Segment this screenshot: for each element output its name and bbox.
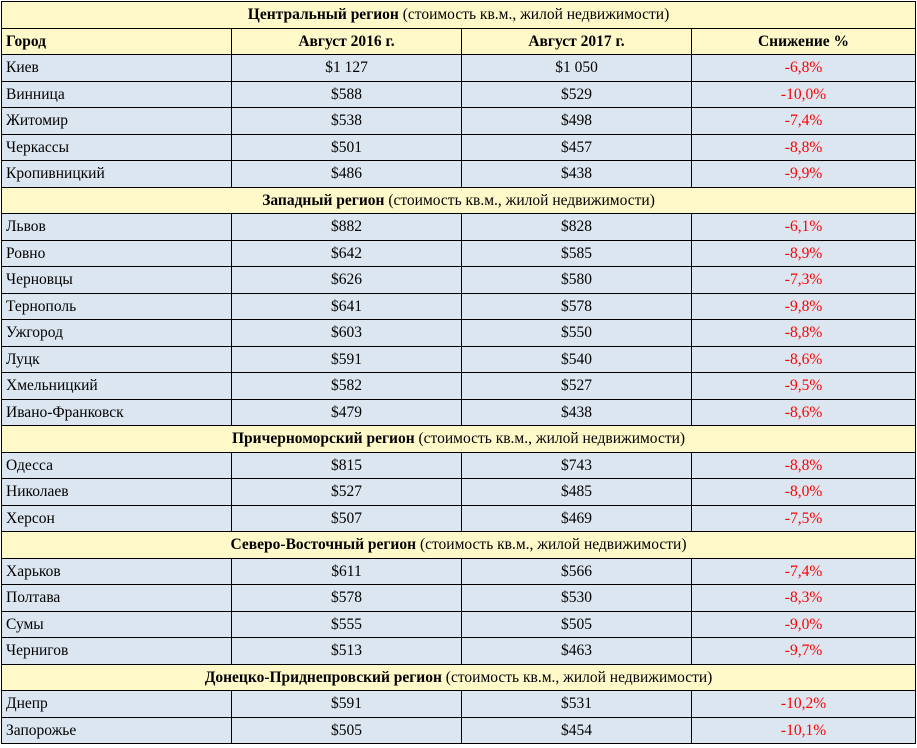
drop-percent-cell: -9,5% (692, 373, 916, 400)
aug2016-cell: $507 (232, 505, 462, 532)
aug2017-cell: $454 (462, 717, 692, 744)
aug2017-cell: $530 (462, 585, 692, 612)
aug2017-cell: $469 (462, 505, 692, 532)
drop-percent-cell: -7,5% (692, 505, 916, 532)
section-header-row (2, 2, 916, 29)
price-table (1, 1, 916, 744)
aug2017-cell: $580 (462, 267, 692, 294)
column-header-aug2017: Август 2017 г. (462, 28, 692, 55)
table-row (2, 611, 916, 638)
aug2016-cell: $591 (232, 346, 462, 373)
column-header-drop: Снижение % (692, 28, 916, 55)
aug2016-cell: $815 (232, 452, 462, 479)
table-row (2, 214, 916, 241)
table-row (2, 452, 916, 479)
table-row (2, 81, 916, 108)
city-cell: Ровно (2, 240, 232, 267)
drop-percent-cell: -7,4% (692, 108, 916, 135)
section-name: Центральный регион (247, 6, 399, 23)
table-row (2, 558, 916, 585)
table-row (2, 399, 916, 426)
drop-percent-cell: -10,0% (692, 81, 916, 108)
drop-percent-cell: -6,8% (692, 55, 916, 82)
drop-percent-cell: -10,2% (692, 691, 916, 718)
aug2017-cell: $438 (462, 161, 692, 188)
aug2016-cell: $626 (232, 267, 462, 294)
section-header-row (2, 426, 916, 453)
aug2016-cell: $641 (232, 293, 462, 320)
price-table-body (2, 2, 916, 744)
aug2016-cell: $527 (232, 479, 462, 506)
drop-percent-cell: -9,8% (692, 293, 916, 320)
drop-percent-cell: -7,4% (692, 558, 916, 585)
drop-percent-cell: -9,9% (692, 161, 916, 188)
table-row (2, 585, 916, 612)
aug2016-cell: $501 (232, 134, 462, 161)
section-header-row (2, 532, 916, 559)
city-cell: Чернигов (2, 638, 232, 665)
city-cell: Николаев (2, 479, 232, 506)
drop-percent-cell: -8,6% (692, 346, 916, 373)
section-name: Северо-Восточный регион (230, 536, 417, 553)
city-cell: Запорожье (2, 717, 232, 744)
section-title-cell (2, 426, 916, 453)
aug2017-cell: $457 (462, 134, 692, 161)
city-cell: Полтава (2, 585, 232, 612)
city-cell: Днепр (2, 691, 232, 718)
aug2016-cell: $582 (232, 373, 462, 400)
city-cell: Черкассы (2, 134, 232, 161)
drop-percent-cell: -8,6% (692, 399, 916, 426)
city-cell: Житомир (2, 108, 232, 135)
drop-percent-cell: -8,8% (692, 134, 916, 161)
section-name: Причерноморский регион (231, 430, 415, 447)
drop-percent-cell: -9,7% (692, 638, 916, 665)
aug2017-cell: $540 (462, 346, 692, 373)
drop-percent-cell: -8,3% (692, 585, 916, 612)
section-note: (стоимость кв.м., жилой недвижимости) (388, 191, 655, 209)
column-header-aug2016: Август 2016 г. (232, 28, 462, 55)
drop-percent-cell: -8,8% (692, 452, 916, 479)
table-row (2, 161, 916, 188)
city-cell: Кропивницкий (2, 161, 232, 188)
table-row (2, 373, 916, 400)
aug2016-cell: $603 (232, 320, 462, 347)
section-note: (стоимость кв.м., жилой недвижимости) (418, 430, 686, 447)
table-row (2, 134, 916, 161)
drop-percent-cell: -10,1% (692, 717, 916, 744)
aug2016-cell: $479 (232, 399, 462, 426)
city-cell: Хмельницкий (2, 373, 232, 400)
aug2017-cell: $531 (462, 691, 692, 718)
aug2017-cell: $438 (462, 399, 692, 426)
drop-percent-cell: -7,3% (692, 267, 916, 294)
table-row (2, 479, 916, 506)
city-cell: Одесса (2, 452, 232, 479)
city-cell: Ужгород (2, 320, 232, 347)
drop-percent-cell: -8,8% (692, 320, 916, 347)
aug2016-cell: $505 (232, 717, 462, 744)
table-row (2, 293, 916, 320)
table-row (2, 240, 916, 267)
aug2016-cell: $538 (232, 108, 462, 135)
table-row (2, 55, 916, 82)
aug2017-cell: $463 (462, 638, 692, 665)
aug2017-cell: $743 (462, 452, 692, 479)
column-header-row (2, 28, 916, 55)
drop-percent-cell: -8,0% (692, 479, 916, 506)
aug2016-cell: $555 (232, 611, 462, 638)
table-row (2, 346, 916, 373)
aug2016-cell: $578 (232, 585, 462, 612)
aug2016-cell: $486 (232, 161, 462, 188)
aug2017-cell: $527 (462, 373, 692, 400)
section-note: (стоимость кв.м., жилой недвижимости) (419, 536, 687, 553)
table-row (2, 320, 916, 347)
table-row (2, 717, 916, 744)
section-title-cell (2, 2, 916, 29)
drop-percent-cell: -8,9% (692, 240, 916, 267)
city-cell: Львов (2, 214, 232, 241)
section-title-cell (2, 187, 916, 214)
aug2017-cell: $585 (462, 240, 692, 267)
aug2016-cell: $591 (232, 691, 462, 718)
aug2017-cell: $550 (462, 320, 692, 347)
city-cell: Киев (2, 55, 232, 82)
city-cell: Херсон (2, 505, 232, 532)
city-cell: Харьков (2, 558, 232, 585)
aug2016-cell: $642 (232, 240, 462, 267)
section-header-row (2, 187, 916, 214)
table-row (2, 691, 916, 718)
section-title-cell (2, 532, 916, 559)
city-cell: Сумы (2, 611, 232, 638)
drop-percent-cell: -6,1% (692, 214, 916, 241)
aug2016-cell: $611 (232, 558, 462, 585)
aug2017-cell: $505 (462, 611, 692, 638)
aug2017-cell: $498 (462, 108, 692, 135)
table-row (2, 505, 916, 532)
aug2016-cell: $513 (232, 638, 462, 665)
section-name: Западный регион (262, 191, 385, 209)
column-header-city: Город (2, 28, 232, 55)
city-cell: Черновцы (2, 267, 232, 294)
aug2017-cell: $529 (462, 81, 692, 108)
aug2016-cell: $588 (232, 81, 462, 108)
section-note: (стоимость кв.м., жилой недвижимости) (402, 6, 670, 23)
drop-percent-cell: -9,0% (692, 611, 916, 638)
aug2017-cell: $578 (462, 293, 692, 320)
aug2016-cell: $1 127 (232, 55, 462, 82)
city-cell: Тернополь (2, 293, 232, 320)
city-cell: Ивано-Франковск (2, 399, 232, 426)
table-row (2, 108, 916, 135)
section-header-row (2, 664, 916, 691)
aug2017-cell: $566 (462, 558, 692, 585)
table-row (2, 638, 916, 665)
aug2017-cell: $828 (462, 214, 692, 241)
city-cell: Винница (2, 81, 232, 108)
section-name: Донецко-Приднепровский регион (204, 668, 442, 686)
section-note: (стоимость кв.м., жилой недвижимости) (445, 668, 713, 686)
section-title-cell (2, 664, 916, 691)
aug2017-cell: $485 (462, 479, 692, 506)
aug2017-cell: $1 050 (462, 55, 692, 82)
aug2016-cell: $882 (232, 214, 462, 241)
city-cell: Луцк (2, 346, 232, 373)
table-row (2, 267, 916, 294)
